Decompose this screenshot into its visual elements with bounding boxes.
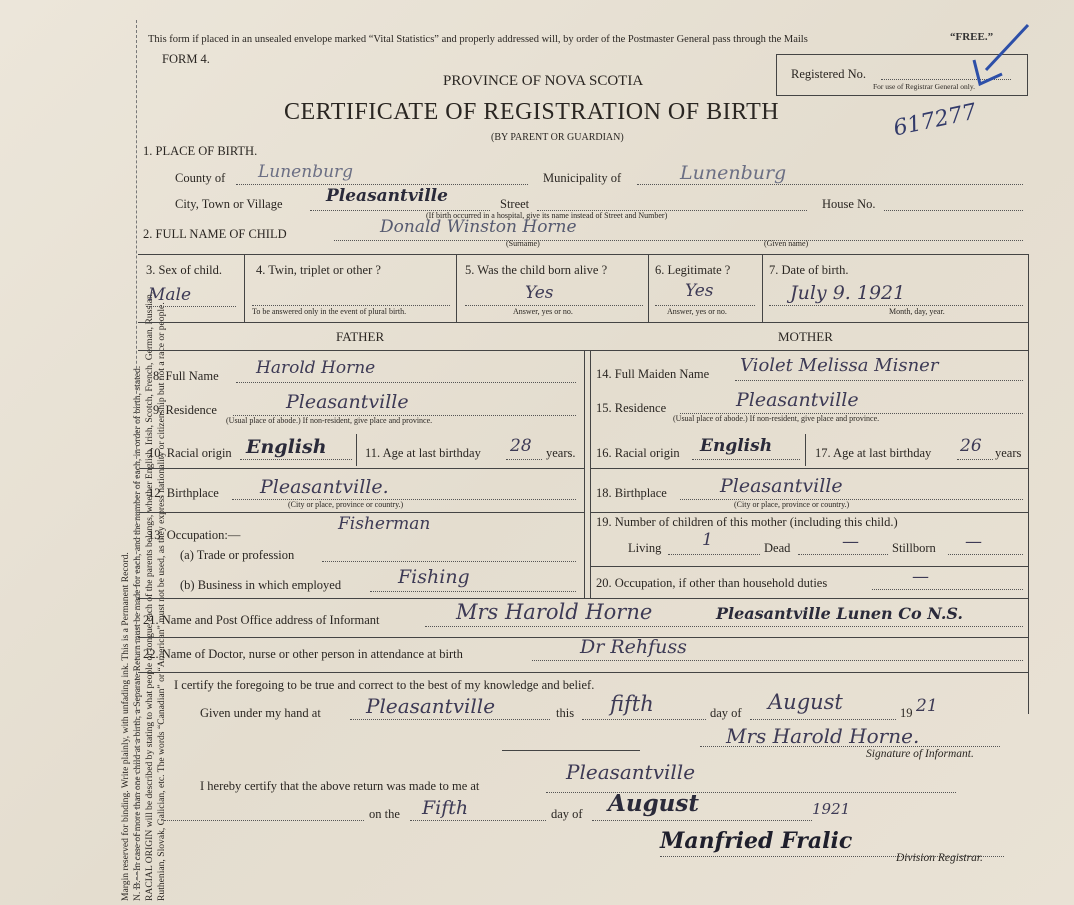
informant-label: 21. Name and Post Office address of Informant <box>143 613 380 627</box>
living-label: Living <box>628 541 662 555</box>
county-value: Lunenburg <box>258 162 354 182</box>
children-count-label: 19. Number of children of this mother (including this child.) <box>596 515 898 529</box>
dead-label: Dead <box>764 541 791 555</box>
house-no-line <box>884 210 1023 211</box>
mother-occupation-value: — <box>912 567 929 587</box>
margin-line-3: RACIAL ORIGIN will be described by stating to what people or tongue each of the parents belongs, whether English, Irish, Scotch, French, German, Russian, <box>144 291 155 901</box>
registrar-place: Pleasantville <box>566 760 696 784</box>
twin-label: 4. Twin, triplet or other ? <box>256 263 381 277</box>
given-year-prefix: 19 <box>900 706 913 720</box>
city-value: Pleasantville <box>326 186 448 206</box>
mother-name-value: Violet Melissa Misner <box>740 355 939 376</box>
father-years-label: years. <box>546 446 576 460</box>
child-name-label: 2. FULL NAME OF CHILD <box>143 227 287 241</box>
alive-note: Answer, yes or no. <box>513 307 573 316</box>
dob-line <box>769 305 1023 306</box>
legitimate-value: Yes <box>685 281 714 301</box>
parents-bottom-rule <box>138 598 1028 599</box>
given-place-line <box>350 719 550 720</box>
mother-racial-label: 16. Racial origin <box>596 446 680 460</box>
father-occupation-label: 13. Occupation:— <box>148 528 241 542</box>
mother-birthplace-label: 18. Birthplace <box>596 486 667 500</box>
mother-age-label: 17. Age at last birthday <box>815 446 932 460</box>
father-business-line <box>370 591 576 592</box>
father-residence-label: 9. Residence <box>153 403 217 417</box>
certificate-title: CERTIFICATE OF REGISTRATION OF BIRTH <box>284 99 780 125</box>
house-no-label: House No. <box>822 197 876 211</box>
given-name-note: (Given name) <box>764 239 809 248</box>
registrar-signature: Manfried Fralic <box>660 828 853 854</box>
father-heading: FATHER <box>336 329 385 344</box>
binding-margin-line <box>136 20 137 890</box>
father-racial-label: 10. Racial origin <box>148 446 232 460</box>
boxes-top-rule <box>138 254 1028 255</box>
father-racial-rule <box>140 468 584 469</box>
province-heading: PROVINCE OF NOVA SCOTIA <box>443 73 644 89</box>
registrar-certify-text: I hereby certify that the above return was made to me at <box>200 779 480 793</box>
registrar-day-of-label: day of <box>551 807 583 821</box>
mother-age-value: 26 <box>960 436 982 456</box>
free-stamp: “FREE.” <box>950 31 994 43</box>
father-racial-divider <box>356 434 357 466</box>
twin-line <box>252 305 450 306</box>
father-trade-label: (a) Trade or profession <box>180 548 295 562</box>
mother-residence-label: 15. Residence <box>596 401 667 415</box>
father-age-line <box>506 459 542 460</box>
given-day: fifth <box>610 692 654 716</box>
alive-value: Yes <box>525 283 554 303</box>
dob-note: Month, day, year. <box>889 307 945 316</box>
registrar-year: 1921 <box>812 800 851 818</box>
mother-racial-rule <box>591 468 1028 469</box>
father-birthplace-line <box>232 499 576 500</box>
father-residence-note: (Usual place of abode.) If non-resident, give place and province. <box>226 416 433 425</box>
father-age-label: 11. Age at last birthday <box>365 446 481 460</box>
child-name-value: Donald Winston Horne <box>380 217 577 237</box>
dob-value: July 9. 1921 <box>790 282 906 304</box>
registrar-day: Fifth <box>422 797 469 819</box>
father-birthplace-note: (City or place, province or country.) <box>288 500 404 509</box>
living-value: 1 <box>702 530 713 550</box>
given-label: Given under my hand at <box>200 706 321 720</box>
mother-birthplace-line <box>680 499 1023 500</box>
registrar-on-the-label: on the <box>369 807 400 821</box>
father-birthplace-value: Pleasantville. <box>260 476 389 498</box>
registrar-month: August <box>608 790 699 817</box>
form-number: FORM 4. <box>162 52 210 66</box>
mother-racial-line <box>692 459 800 460</box>
informant-name: Mrs Harold Horne <box>456 600 653 624</box>
certificate-subtitle: (BY PARENT OR GUARDIAN) <box>491 132 624 143</box>
registrar-month-line <box>592 820 812 821</box>
mother-occupation-line <box>872 589 1023 590</box>
check-mark-icon <box>968 22 1032 88</box>
father-residence-value: Pleasantville <box>286 391 409 413</box>
mother-occupation-label: 20. Occupation, if other than household duties <box>596 576 828 590</box>
father-birthplace-rule <box>140 512 584 513</box>
sex-label: 3. Sex of child. <box>146 263 223 277</box>
mother-years-label: years <box>995 446 1022 460</box>
street-note: (If birth occurred in a hospital, give its name instead of Street and Number) <box>426 211 668 220</box>
mother-racial-value: English <box>700 436 773 456</box>
registrar-blank-line <box>164 820 364 821</box>
registered-label: Registered No. <box>791 67 866 81</box>
father-racial-value: English <box>246 436 327 458</box>
given-month-line <box>750 719 896 720</box>
mother-name-label: 14. Full Maiden Name <box>596 367 710 381</box>
registrar-caption: Division Registrar. <box>896 852 983 864</box>
given-year: 21 <box>916 696 938 716</box>
mother-residence-note: (Usual place of abode.) If non-resident, give place and province. <box>673 414 880 423</box>
father-name-line <box>236 382 576 383</box>
postal-notice: This form if placed in an unsealed envelope marked “Vital Statistics” and properly addressed will, by order of the Postmaster General pass through the Mails <box>148 34 808 45</box>
informant-address: Pleasantville Lunen Co N.S. <box>716 604 963 623</box>
father-occupation-value: Fisherman <box>338 514 431 534</box>
stillborn-label: Stillborn <box>892 541 936 555</box>
child-name-line <box>334 240 1023 241</box>
county-label: County of <box>175 171 226 185</box>
alive-label: 5. Was the child born alive ? <box>465 263 608 277</box>
given-day-line <box>582 719 706 720</box>
sex-value: Male <box>148 285 192 305</box>
parents-divider <box>584 350 585 598</box>
municipality-line <box>637 184 1023 185</box>
mother-name-line <box>735 380 1023 381</box>
doctor-rule <box>138 672 1028 673</box>
margin-line-4: Ruthenian, Slovak, Galician, etc. The words “Canadian” or “American” must not be used, as they express nationality or citizenship but not a race or people. <box>156 302 167 901</box>
mother-age-line <box>957 459 993 460</box>
twin-note: To be answered only in the event of plural birth. <box>252 307 407 316</box>
dead-value: — <box>842 532 859 552</box>
city-label: City, Town or Village <box>175 197 283 211</box>
box-divider <box>762 254 763 322</box>
box-divider <box>648 254 649 322</box>
sex-line <box>146 306 236 307</box>
informant-certify-text: I certify the foregoing to be true and correct to the best of my knowledge and belief. <box>174 678 595 692</box>
parents-rule <box>138 350 1028 351</box>
father-business-label: (b) Business in which employed <box>180 578 342 592</box>
legitimate-line <box>655 305 755 306</box>
father-trade-line <box>322 561 576 562</box>
alive-line <box>465 305 643 306</box>
mother-birthplace-value: Pleasantville <box>720 475 843 497</box>
separator-rule <box>502 750 640 751</box>
mother-heading: MOTHER <box>778 329 833 344</box>
mother-birthplace-rule <box>591 512 1028 513</box>
given-day-of-label: day of <box>710 706 742 720</box>
legitimate-label: 6. Legitimate ? <box>655 263 731 277</box>
father-name-value: Harold Horne <box>256 358 376 378</box>
informant-signature: Mrs Harold Horne. <box>726 724 920 748</box>
right-border <box>1028 254 1029 714</box>
informant-signature-line <box>700 746 1000 747</box>
living-line <box>668 554 760 555</box>
registrar-day-line <box>410 820 546 821</box>
father-racial-line <box>240 459 352 460</box>
parents-divider-2 <box>590 350 591 598</box>
father-birthplace-label: 12. Birthplace <box>148 486 219 500</box>
mother-residence-value: Pleasantville <box>736 389 859 411</box>
boxes-bottom-rule <box>138 322 1028 323</box>
this-label: this <box>556 706 575 720</box>
legitimate-note: Answer, yes or no. <box>667 307 727 316</box>
mother-racial-divider <box>805 434 806 466</box>
given-place: Pleasantville <box>366 694 496 718</box>
father-age-value: 28 <box>510 436 532 456</box>
county-line <box>236 184 528 185</box>
registration-number: 617277 <box>891 99 979 142</box>
dead-line <box>798 554 888 555</box>
surname-note: (Surname) <box>506 239 540 248</box>
signature-caption: Signature of Informant. <box>866 748 974 760</box>
box-divider <box>456 254 457 322</box>
margin-line-1: Margin reserved for binding. Write plainly, with unfading ink. This is a Permanent Record. <box>120 552 131 901</box>
doctor-line <box>532 660 1023 661</box>
stillborn-value: — <box>965 532 982 552</box>
mother-birthplace-note: (City or place, province or country.) <box>734 500 850 509</box>
registered-note: For use of Registrar General only. <box>873 82 975 91</box>
place-of-birth-heading: 1. PLACE OF BIRTH. <box>143 144 258 158</box>
municipality-label: Municipality of <box>543 171 622 185</box>
doctor-label: 22. Name of Doctor, nurse or other person in attendance at birth <box>143 647 463 661</box>
box-divider <box>244 254 245 322</box>
street-label: Street <box>500 197 530 211</box>
municipality-value: Lunenburg <box>680 162 787 184</box>
father-business-value: Fishing <box>398 566 470 588</box>
margin-line-2: N. B.—In case of more than one child at a birth, a Separate Return must be made for each, and the number of each, in order of birth, stated. <box>132 365 143 901</box>
margin-instructions <box>120 31 168 901</box>
given-month: August <box>768 690 843 714</box>
father-name-label: 8. Full Name <box>153 369 219 383</box>
informant-line <box>425 626 1023 627</box>
children-rule <box>591 566 1028 567</box>
doctor-name: Dr Rehfuss <box>580 636 687 658</box>
stillborn-line <box>948 554 1023 555</box>
dob-label: 7. Date of birth. <box>769 263 849 277</box>
